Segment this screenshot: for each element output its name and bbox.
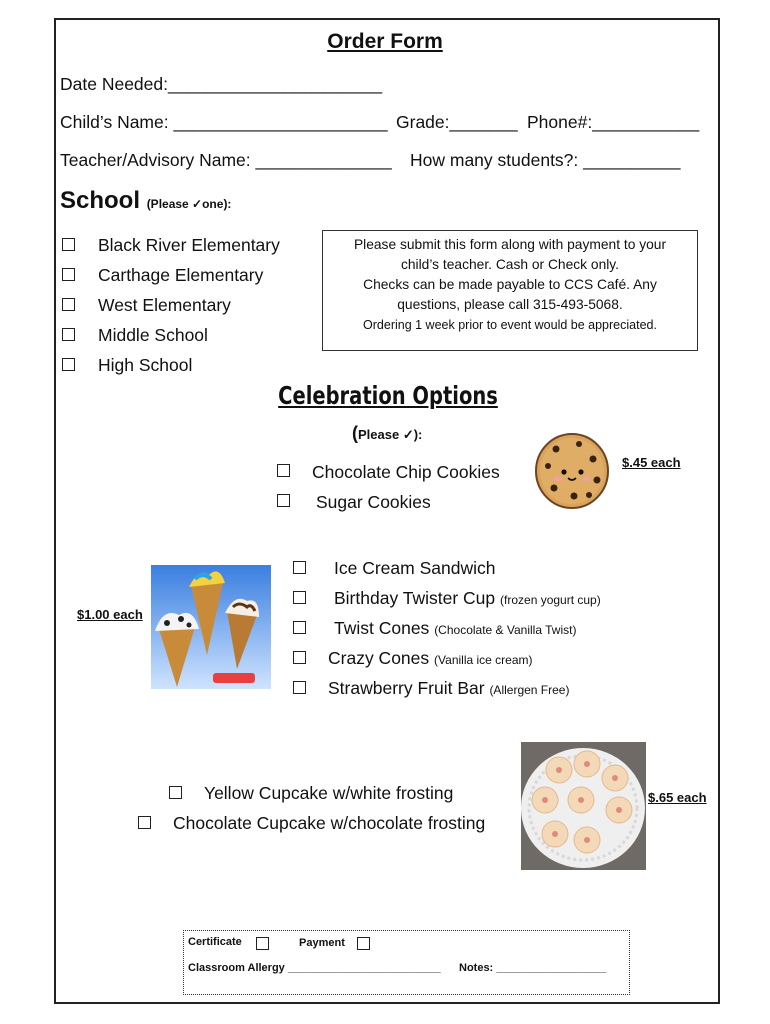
info-line: questions, please call 315-493-5068. <box>397 297 623 312</box>
frozen-checkbox-ice-cream-sandwich[interactable] <box>293 561 306 574</box>
item-crazy-cones <box>328 648 533 669</box>
item-name: Strawberry Fruit Bar <box>328 678 485 698</box>
item-name: Birthday Twister Cup <box>334 588 496 608</box>
school-instruction: (Please ✓one): <box>146 197 232 211</box>
school-heading-text: School <box>60 187 141 214</box>
grade-field[interactable]: Grade:_______ <box>396 112 518 132</box>
school-checkbox-middle[interactable] <box>62 328 75 341</box>
item-note: (Chocolate & Vanilla Twist) <box>434 623 577 637</box>
cupcake-checkbox-chocolate[interactable] <box>138 816 151 829</box>
item-birthday-twister-cup <box>334 588 601 609</box>
school-option-west: West Elementary <box>98 295 231 315</box>
item-sugar-cookies: Sugar Cookies <box>316 492 431 512</box>
form-title: Order Form <box>327 30 443 53</box>
item-ice-cream-sandwich <box>334 558 495 579</box>
info-line: child’s teacher. Cash or Check only. <box>400 257 620 272</box>
item-note: (Allergen Free) <box>489 683 570 697</box>
cupcake-price: $.65 each <box>648 790 707 805</box>
childs-name-field[interactable]: Child’s Name: ______________________ <box>60 112 388 132</box>
item-note: (Vanilla ice cream) <box>434 653 533 667</box>
frozen-checkbox-twist-cones[interactable] <box>293 621 306 634</box>
celebration-instruction-text: Please ✓): <box>358 427 423 442</box>
cookie-price: $.45 each <box>622 455 681 470</box>
frozen-price: $1.00 each <box>77 607 143 622</box>
celebration-instruction <box>352 423 422 444</box>
frozen-checkbox-crazy-cones[interactable] <box>293 651 306 664</box>
school-checkbox-black-river[interactable] <box>62 238 75 251</box>
frozen-checkbox-birthday-twister[interactable] <box>293 591 306 604</box>
info-line: Checks can be made payable to CCS Café. Any <box>363 277 657 292</box>
cookie-illustration <box>534 432 610 510</box>
school-checkbox-carthage[interactable] <box>62 268 75 281</box>
item-chocolate-cupcake: Chocolate Cupcake w/chocolate frosting <box>173 813 486 833</box>
teacher-field[interactable]: Teacher/Advisory Name: ______________ <box>60 150 392 170</box>
notes-field[interactable]: Notes: __________________ <box>459 962 607 974</box>
certificate-checkbox[interactable] <box>256 937 269 950</box>
ice-cream-cones-photo <box>151 565 271 689</box>
school-option-middle: Middle School <box>98 325 208 345</box>
phone-field[interactable]: Phone#:___________ <box>527 112 700 132</box>
school-option-black-river: Black River Elementary <box>98 235 280 255</box>
student-count-field[interactable]: How many students?: __________ <box>410 150 681 170</box>
item-note: (frozen yogurt cup) <box>500 593 601 607</box>
school-option-carthage: Carthage Elementary <box>98 265 264 285</box>
payment-label: Payment <box>299 937 345 949</box>
certificate-label: Certificate <box>188 936 242 948</box>
frozen-checkbox-strawberry-bar[interactable] <box>293 681 306 694</box>
school-checkbox-west[interactable] <box>62 298 75 311</box>
celebration-heading: Celebration Options <box>278 381 498 410</box>
school-heading <box>60 187 231 215</box>
item-twist-cones <box>334 618 576 639</box>
info-line: Please submit this form along with payment to your <box>353 237 667 252</box>
item-yellow-cupcake: Yellow Cupcake w/white frosting <box>204 783 454 803</box>
cupcakes-photo <box>521 742 646 870</box>
school-checkbox-high[interactable] <box>62 358 75 371</box>
celebration-paren: ( <box>352 423 358 443</box>
cookie-checkbox-chocolate-chip[interactable] <box>277 464 290 477</box>
payment-checkbox[interactable] <box>357 937 370 950</box>
item-name: Twist Cones <box>334 618 430 638</box>
item-name: Ice Cream Sandwich <box>334 558 496 578</box>
item-name: Crazy Cones <box>328 648 430 668</box>
instructions-box <box>322 230 698 351</box>
cupcake-checkbox-yellow[interactable] <box>169 786 182 799</box>
info-line-ordering: Ordering 1 week prior to event would be appreciated. <box>363 318 657 332</box>
cookie-checkbox-sugar[interactable] <box>277 494 290 507</box>
classroom-allergy-field[interactable]: Classroom Allergy _________________________ <box>188 962 441 974</box>
date-needed-field[interactable]: Date Needed:______________________ <box>60 74 383 94</box>
item-strawberry-fruit-bar <box>328 678 569 699</box>
item-chocolate-chip-cookies: Chocolate Chip Cookies <box>312 462 500 482</box>
school-option-high: High School <box>98 355 193 375</box>
